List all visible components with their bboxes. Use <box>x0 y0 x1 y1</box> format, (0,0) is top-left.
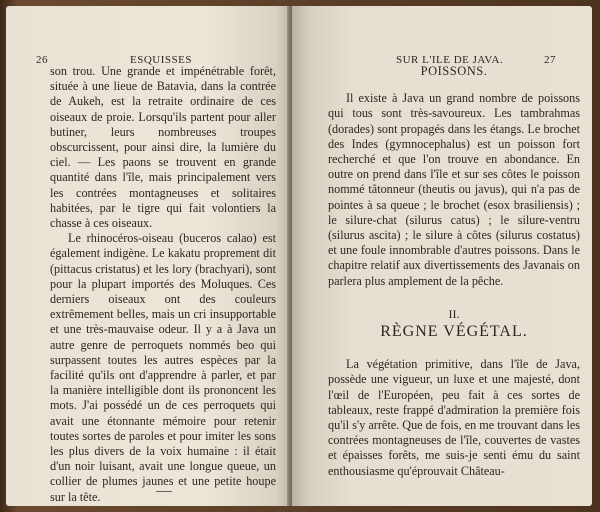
section-title: RÈGNE VÉGÉTAL. <box>380 323 528 341</box>
right-page <box>292 6 592 506</box>
right-body-text <box>328 64 580 479</box>
left-paragraph-2: Le rhinocéros-oiseau (buceros calao) est également indigène. Le kakatu proprement dit (pittacus cristatus) et les lory (brachyari), sont pour la plupart importés des Moluques. Ces derniers oiseaux ont des couleurs extrêmement belles, mais un cri insupportable et une très-mauvaise odeur. Il y a à Java un autre genre de perroquets nommés beo qui surpassent toutes les autres espèces par la facilité qu'ils ont d'apprendre à parler, et par la manière intelligible dont ils prononcent les mots. J'ai possédé un de ces perroquets qui avait une étonnante mémoire pour retenir toutes sortes de paroles et pour imiter les sons les plus divers de la voix humaine : il était d'un noir luisant, avait une longue queue, un collier de plumes jaunes et une petite houpe sur la tête. <box>50 231 276 504</box>
left-body-text <box>50 64 276 505</box>
section-number: II. <box>448 306 460 321</box>
fish-heading: POISSONS. <box>420 64 488 78</box>
right-page-number: 27 <box>544 54 556 66</box>
left-running-head: ESQUISSES <box>130 54 192 66</box>
end-rule <box>156 491 172 492</box>
left-paragraph-1: son trou. Une grande et impénétrable forêt, située à une lieue de Batavia, dans la contrée de Aukeh, est la retraite ordinaire de ces oiseaux de proie. Lorsqu'ils partent pour aller butiner, leurs nombreuses troupes obscurcissent, pour ainsi dire, la lumière du ciel. — Les paons se trouvent en grande quantité dans l'île, mais principalement vers les contrées montagneuses et solitaires habitées, par le tigre qui fait volontiers la chasse à ces oiseaux. <box>50 64 276 231</box>
right-running-head: SUR L'ILE DE JAVA. <box>396 54 504 66</box>
left-page <box>6 6 290 506</box>
right-paragraph-1: Il existe à Java un grand nombre de poissons qui tous sont très-savoureux. Les tambrahmas (dorades) sont propagés dans les étangs. Le brochet des Indes (gymnocephalus) est un poisson fort recherché et que l'on trouve en abondance. En outre on prend dans l'île et sur ses côtes le poisson nommé tâtonneur (theutis ou javus), qui n'a pas de pointes à sa queue ; le brochet (esox brasiliensis) ; le silure-chat (silurus catus) ; le silure-ventru (silurus ascita) ; le silure à côtes (silurus costatus) et une foule innombrable d'autres poissons. Dans le chapitre relatif aux divertissements des Javanais on parlera plus amplement de la pêche. <box>328 91 580 288</box>
right-paragraph-2: La végétation primitive, dans l'île de Java, possède une vigueur, un luxe et une majesté, dont l'œil de l'Européen, peu fait à ces sortes de tableaux, reste frappé d'admiration la première fois qu'il s'y arrête. Que de fois, en me trouvant dans les contrées montagneuses de l'île, couvertes de vastes et épaisses forêts, me suis-je senti ému du saint enthousiasme qu'éprouvait Château- <box>328 357 580 478</box>
left-page-number: 26 <box>36 54 48 66</box>
